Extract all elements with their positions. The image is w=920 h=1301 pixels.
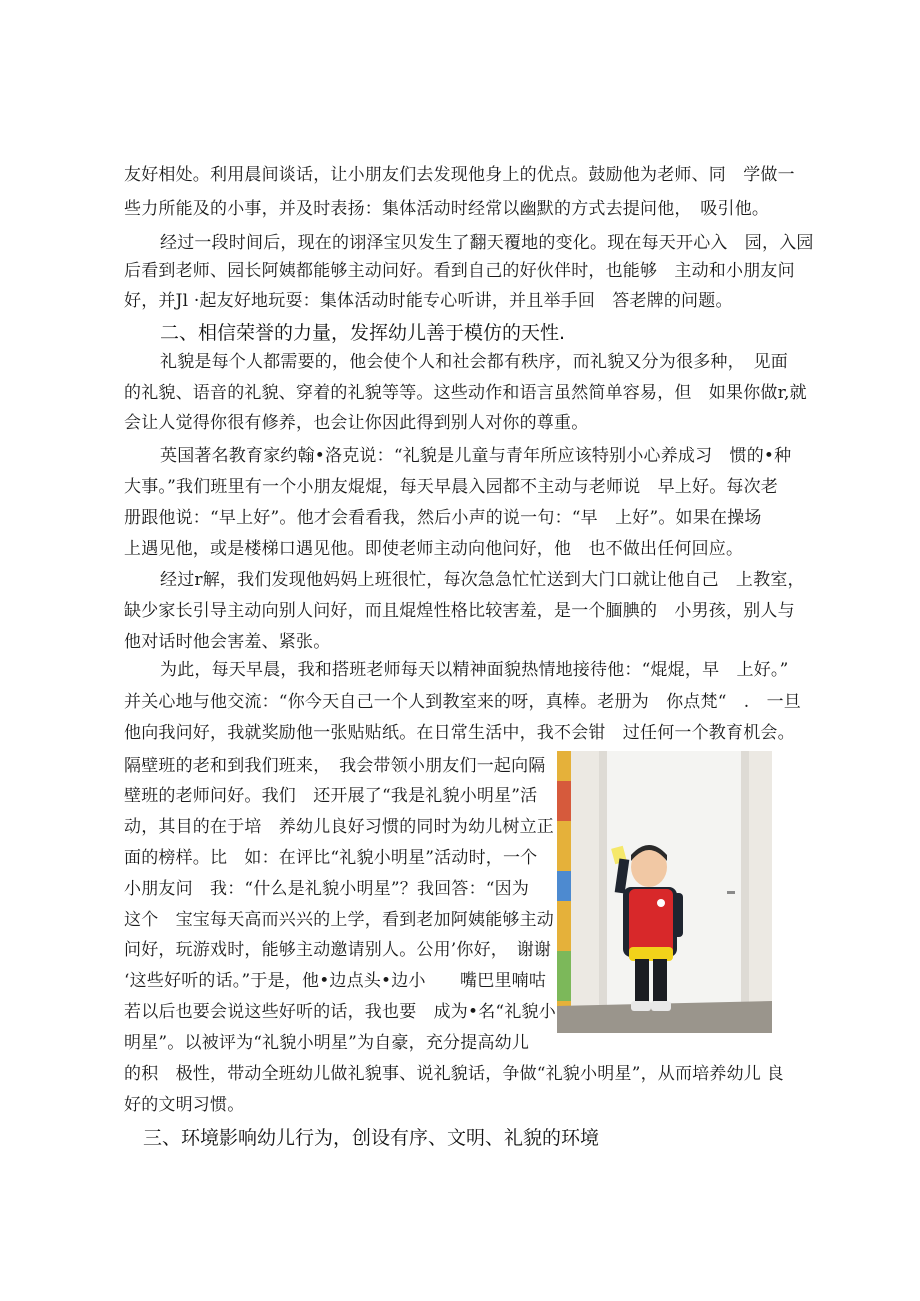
- text-line: 经过r解，我们发现他妈妈上班很忙，每次急急忙忙送到大门口就让他自己 上教室，: [160, 570, 805, 590]
- section-heading: 三、环境影响幼儿行为，创设有序、文明、礼貌的环境: [143, 1127, 600, 1149]
- text-line: 壁班的老师问好。我们 还开展了“我是礼貌小明星”活: [124, 786, 538, 806]
- text-line: 些力所能及的小事，并及时表扬：集体活动时经常以幽默的方式去提问他， 吸引他。: [124, 199, 770, 219]
- text-line: 这个 宝宝每天高而兴兴的上学，看到老加阿姨能够主动: [124, 910, 554, 930]
- text-line: 的礼貌、语音的礼貌、穿着的礼貌等等。这些动作和语言虽然简单容易，但 如果你做r,就: [124, 383, 807, 403]
- text-line: 小朋友问 我：“什么是礼貌小明星”？我回答：“因为: [124, 879, 530, 899]
- text-line: 隔壁班的老和到我们班来， 我会带领小朋友们一起向隔: [124, 756, 546, 776]
- child-photo: [557, 751, 772, 1033]
- text-line: 并关心地与他交流：“你今天自己一个人到教室来的呀，真棒。老册为 你点梵“ . 一旦: [124, 692, 801, 712]
- text-line: ‘这些好听的话。”于是，他•边点头•边小 嘴巴里喃咕: [124, 971, 547, 991]
- text-line: 若以后也要会说这些好听的话，我也要 成为•名“礼貌小: [124, 1002, 556, 1022]
- child-photo-illustration: [557, 751, 772, 1033]
- text-line: 会让人觉得你很有修养，也会让你因此得到别人对你的尊重。: [124, 413, 589, 433]
- text-line: 的积 极性，带动全班幼儿做礼貌事、说礼貌话，争做“礼貌小明星”，从而培养幼儿 良: [124, 1064, 784, 1084]
- text-line: 缺少家长引导主动向别人问好，而且焜煌性格比较害羞，是一个腼腆的 小男孩，别人与: [124, 601, 795, 621]
- text-line: 好，并Jl ·起友好地玩耍：集体活动时能专心听讲，并且举手回 答老牌的问题。: [124, 291, 733, 311]
- text-line: 动，其目的在于培 养幼儿良好习惯的同时为幼儿树立正: [124, 817, 554, 837]
- text-line: 上遇见他，或是楼梯口遇见他。即使老师主动向他问好，他 也不做出任何回应。: [124, 539, 744, 559]
- text-line: 面的榜样。比 如：在评比“礼貌小明星”活动时，一个: [124, 848, 538, 868]
- text-line: 明星”。以被评为“礼貌小明星”为自豪，充分提高幼儿: [124, 1033, 530, 1053]
- text-line: 问好，玩游戏时，能够主动邀请别人。公用’你好， 谢谢: [124, 940, 552, 960]
- text-line: 他向我问好，我就奖励他一张贴贴纸。在日常生活中，我不会钳 过任何一个教育机会。: [124, 723, 795, 743]
- text-line: 英国著名教育家约翰•洛克说：“礼貌是儿童与青年所应该特别小心养成习 惯的•种: [160, 446, 792, 466]
- text-line: 礼貌是每个人都需要的，他会使个人和社会都有秩序，而礼貌又分为很多种， 见面: [160, 352, 788, 372]
- text-line: 为此，每天早晨，我和搭班老师每天以精神面貌热情地接待他：“焜焜，早 上好。”: [160, 660, 789, 680]
- section-heading: 二、相信荣誉的力量，发挥幼儿善于模仿的天性.: [160, 322, 566, 344]
- text-line: 册跟他说：“早上好”。他才会看看我，然后小声的说一句：“早 上好”。如果在操场: [124, 508, 762, 528]
- text-line: 大事。”我们班里有一个小朋友焜焜，每天早晨入园都不主动与老师说 早上好。每次老: [124, 477, 778, 497]
- text-line: 友好相处。利用晨间谈话，让小朋友们去发现他身上的优点。鼓励他为老师、同 学做一: [124, 165, 795, 185]
- text-line: 他对话时他会害羞、紧张。: [124, 632, 331, 652]
- text-line: 后看到老师、园长阿姨都能够主动问好。看到自己的好伙伴时，也能够 主动和小朋友问: [124, 261, 795, 281]
- text-line: 经过一段时间后，现在的诩泽宝贝发生了翻天覆地的变化。现在每天开心入 园，入园: [160, 233, 814, 253]
- text-line: 好的文明习惯。: [124, 1095, 245, 1115]
